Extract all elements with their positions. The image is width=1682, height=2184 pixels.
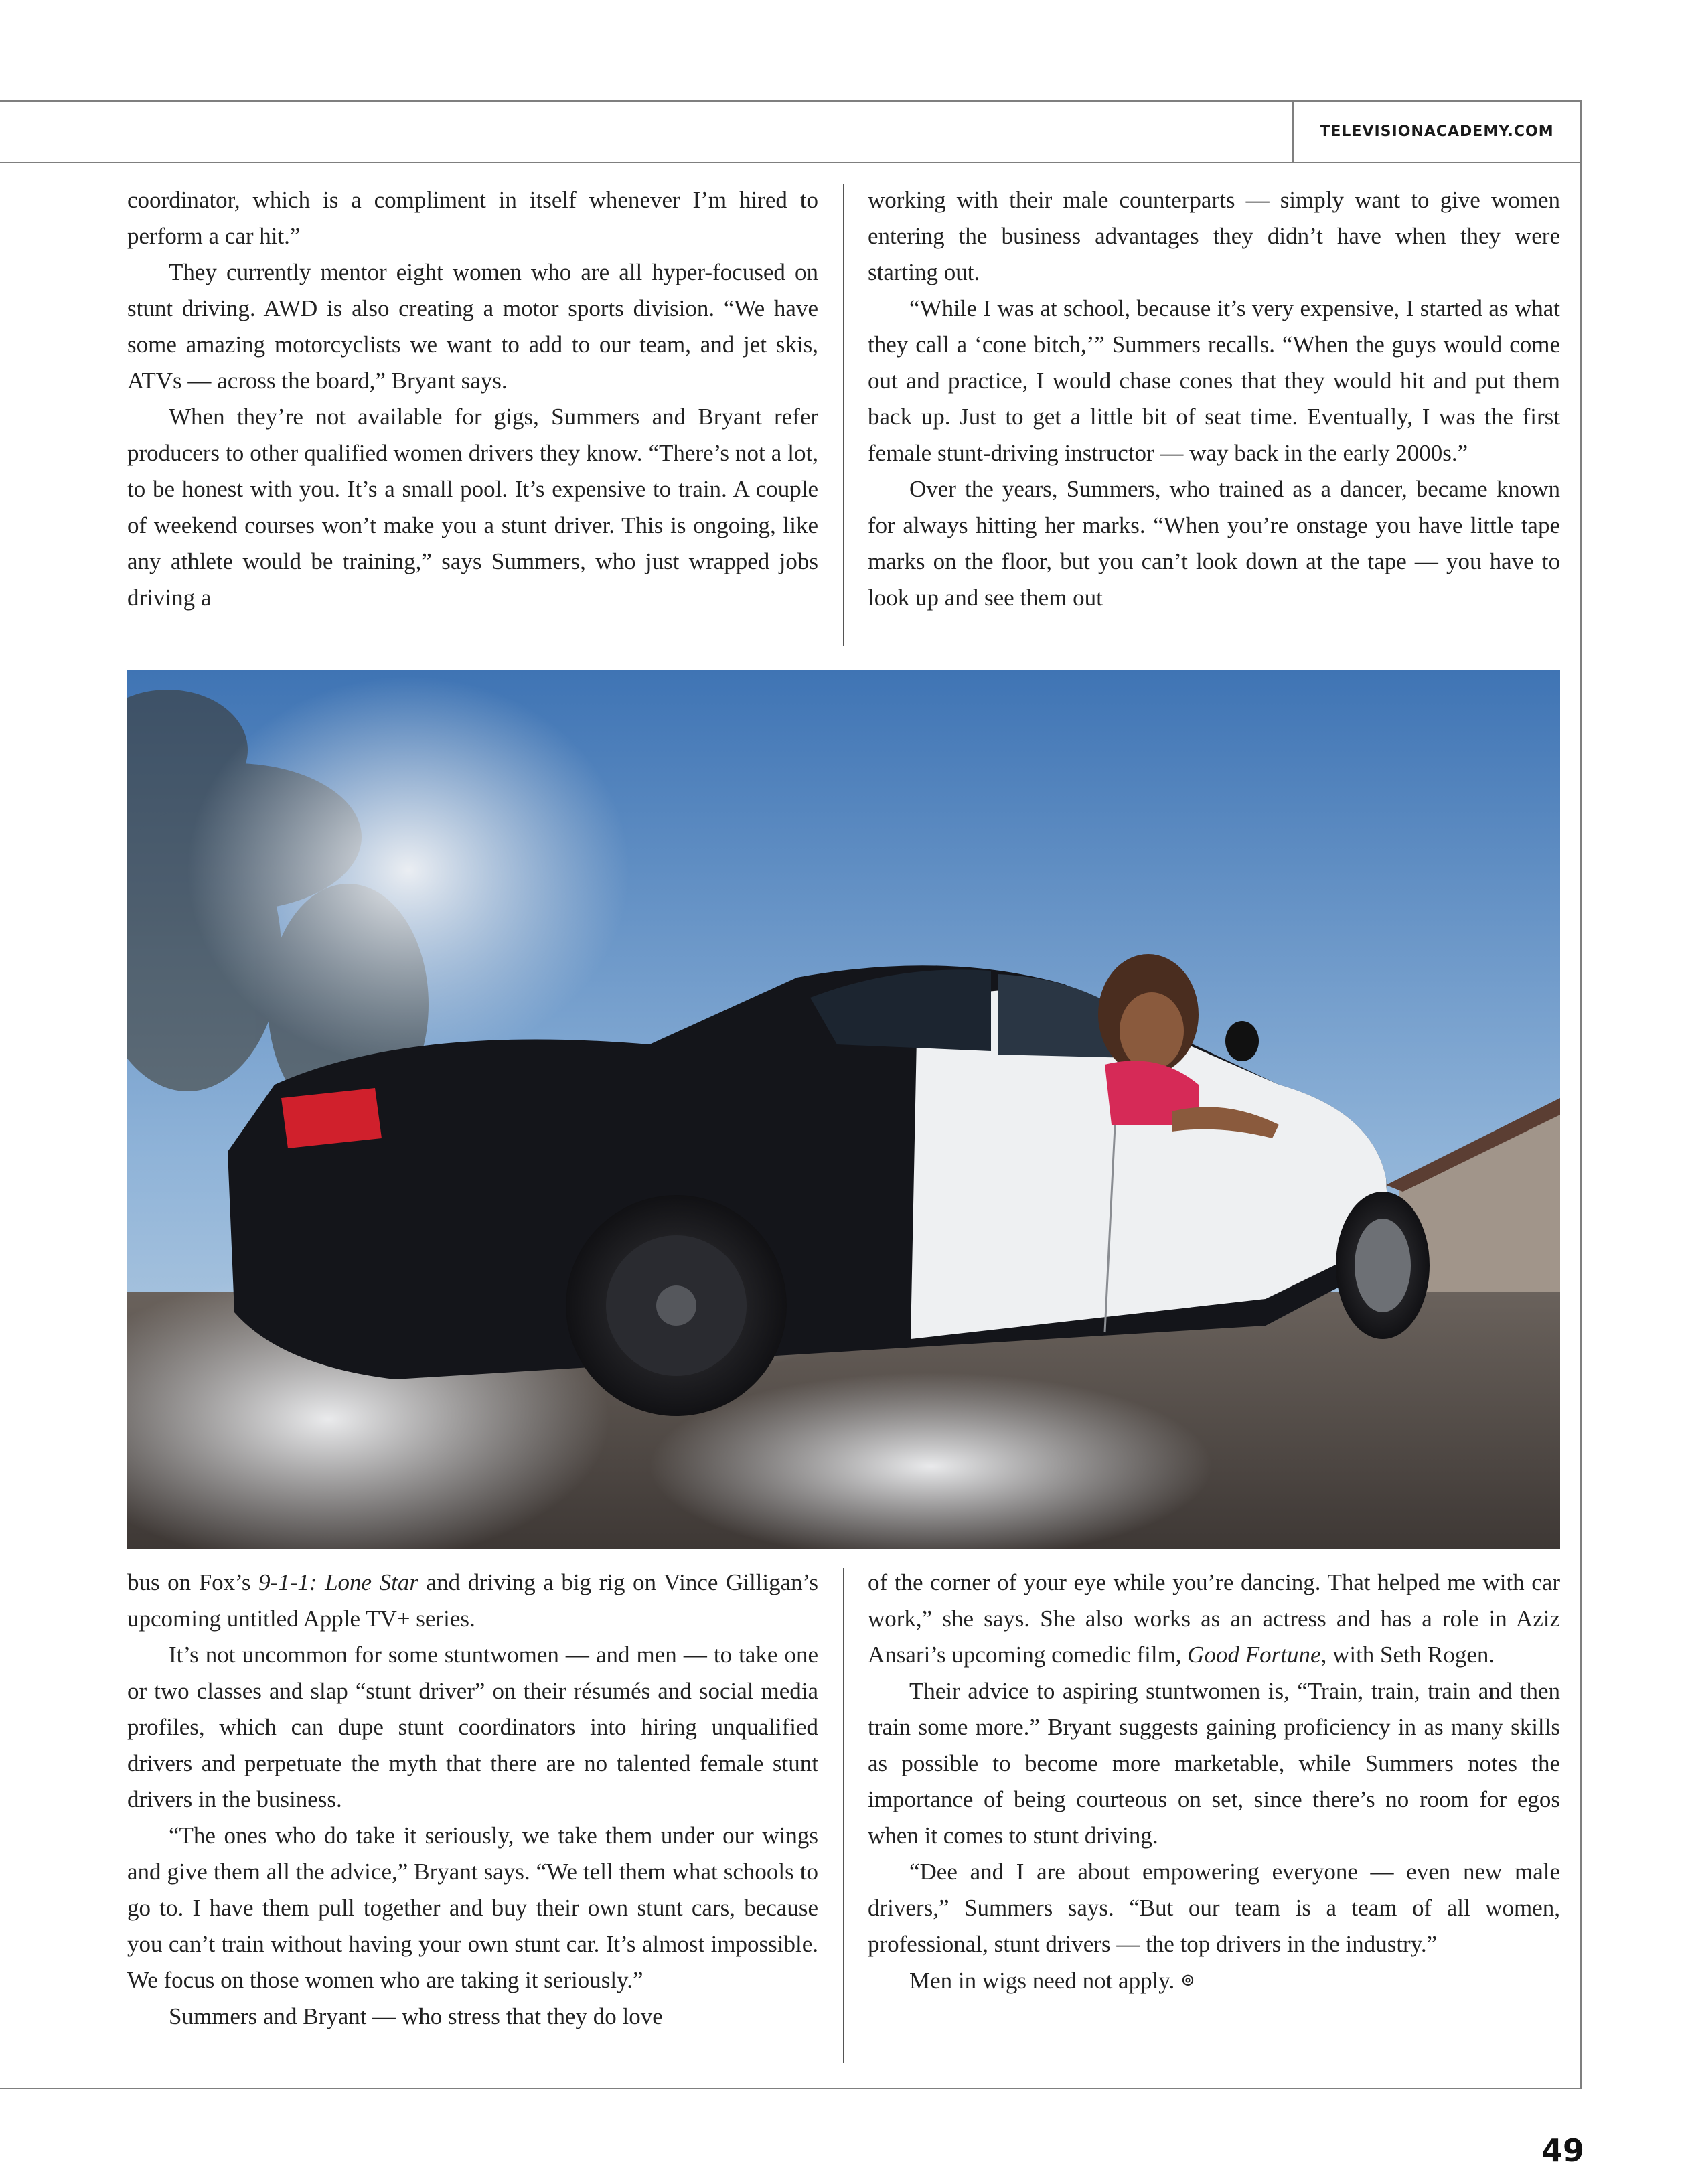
article-column-top-left [127,182,818,652]
paragraph: “Dee and I are about empowering everyone — even new male drivers,” Summers says. “But our team is a team of all women, professional, stunt drivers — the top drivers in the industry.” [868,1859,1560,1957]
article-photo [127,670,1560,1549]
stunt-car-illustration [127,670,1560,1549]
paragraph: coordinator, which is a compliment in itself whenever I’m hired to perform a car hit.” [127,187,818,249]
article-column-top-right [868,182,1560,652]
end-of-article-icon: ⊚ [1180,1970,1195,1990]
article-column-bottom-left [127,1565,818,2072]
site-url[interactable]: TELEVISIONACADEMY.COM [1320,123,1554,140]
paragraph: working with their male counterparts — simply want to give women entering the business advantages they didn’t have when they were starting out. [868,187,1560,285]
page-number: 49 [1541,2132,1584,2169]
film-title: Good Fortune [1187,1642,1321,1668]
paragraph: It’s not uncommon for some stuntwomen — and men — to take one or two classes and slap “stunt driver” on their résumés and social media profiles, which can dupe stunt coordinators into hiring unqualified drivers and perpetuate the myth that there are no talented female stunt drivers in the business. [127,1642,818,1812]
paragraph: Summers and Bryant — who stress that they do love [169,2003,663,2029]
show-title: 9-1-1: Lone Star [258,1569,418,1595]
paragraph: They currently mentor eight women who are all hyper-focused on stunt driving. AWD is also creating a motor sports division. “We have some amazing motorcyclists we want to add to our team, and jet skis, ATVs — across the board,” Bryant says. [127,259,818,394]
paragraph: When they’re not available for gigs, Summers and Bryant refer producers to other qualified women drivers they know. “There’s not a lot, to be honest with you. It’s a small pool. It’s expensive to train. A couple of weekend courses won’t make you a stunt driver. This is ongoing, like any athlete would be training,” says Summers, who just wrapped jobs driving a [127,404,818,611]
closing-paragraph: Men in wigs need not apply. ⊚ [909,1968,1195,1994]
paragraph: bus on Fox’s 9-1-1: Lone Star and driving a big rig on Vince Gilligan’s upcoming untitled Apple TV+ series. [127,1569,819,1632]
article-column-bottom-right [868,1565,1560,2072]
paragraph: “While I was at school, because it’s very expensive, I started as what they call a ‘cone bitch,’” Summers recalls. “When the guys would come out and practice, I would chase cones that they would hit and put them back up. Just to get a little bit of seat time. Eventually, I was the first female stunt-driving instructor — way back in the early 2000s.” [868,295,1560,466]
paragraph: Their advice to aspiring stuntwomen is, “Train, train, train and then train some more.” Bryant suggests gaining proficiency in as many skills as possible to become more marketable, while Summers notes the importance of being courteous on set, since there’s no room for egos when it comes to stunt driving. [868,1678,1560,1849]
paragraph: Over the years, Summers, who trained as a dancer, became known for always hitting her marks. “When you’re onstage you have little tape marks on the floor, but you can’t look down at the tape — you have to look up and see them out [868,476,1560,611]
page-frame-right-rule [1580,100,1582,2089]
column-divider-bottom [843,1568,844,2063]
header-bottom-rule [0,162,1582,163]
page-frame-bottom-rule [0,2088,1582,2089]
paragraph: “The ones who do take it seriously, we take them under our wings and give them all the advice,” Bryant says. “We tell them what schools to go to. I have them pull together and buy their own stunt cars, because you can’t train without having your own stunt car. It’s almost impossible. We focus on those women who are taking it seriously.” [127,1822,818,1993]
column-divider-top [843,184,844,646]
paragraph: of the corner of your eye while you’re dancing. That helped me with car work,” she says. She also works as an actress and has a role in Aziz Ansari’s upcoming comedic film, Good Fortune, with Seth Rogen. [868,1569,1560,1668]
